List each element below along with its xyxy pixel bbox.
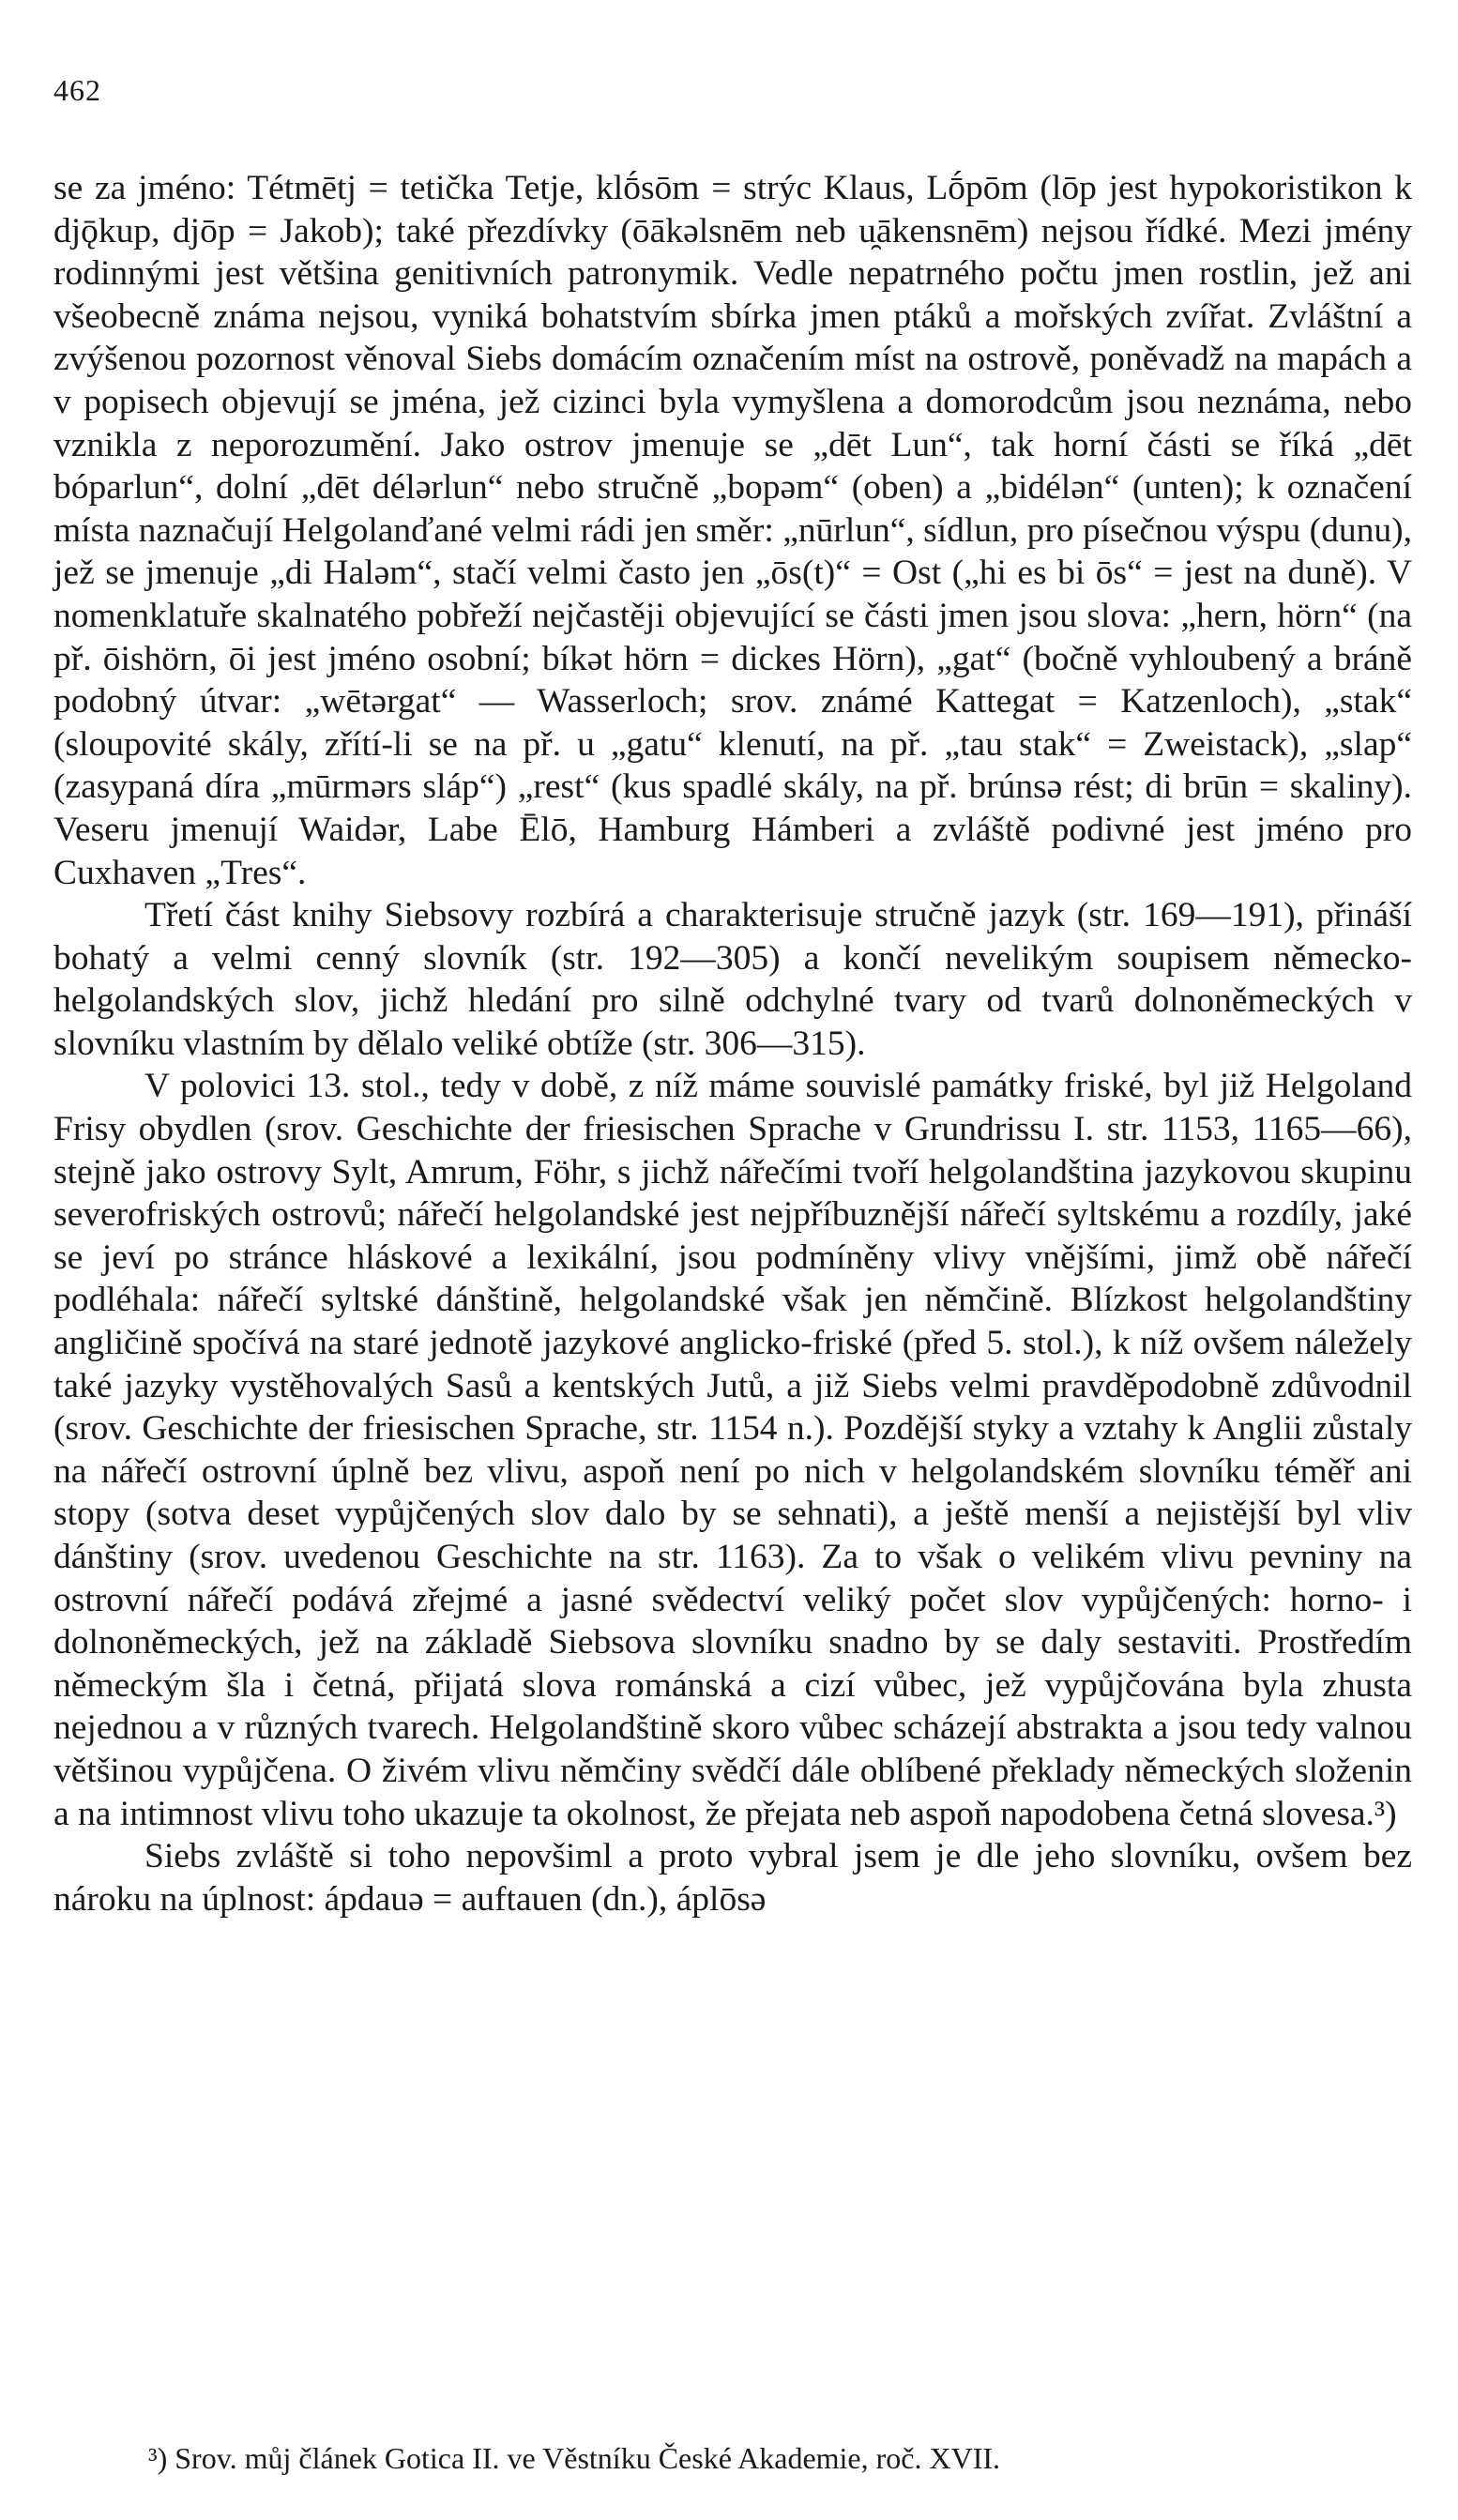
paragraph: Siebs zvláště si toho nepovšiml a proto vybral jsem je dle jeho slovníku, ovšem bez nároku na úplnost: ápdauə = auftauen (dn.), áplōsə: [53, 1837, 1412, 1919]
footnote-text: Srov. můj článek Gotica II. ve Věstníku České Akademie, roč. XVII.: [175, 2441, 1001, 2475]
footnote-marker: ³): [148, 2441, 168, 2475]
paragraph: se za jméno: Tétmētj = tetička Tetje, klṓsōm = strýc Klaus, Lṓpōm (lōp jest hypokoristikon k djǭkup, djōp = Jakob); také přezdívky (ōākəlsnēm neb u̯ākensnēm) nejsou řídké. Mezi jmény rodinnými jest většina genitivních patronymik. Vedle nepatrného počtu jmen rostlin, jež ani všeobecně známa nejsou, vyniká bohatstvím sbírka jmen ptáků a mořských zvířat. Zvláštní a zvýšenou pozornost věnoval Siebs domácím označením míst na ostrově, poněvadž na mapách a v popisech objevují se jména, jež cizinci byla vymyšlena a domorodcům jsou neznáma, nebo vznikla z neporozumění. Jako ostrov jmenuje se „dēt Lun“, tak horní části se říká „dēt bóparlun“, dolní „dēt délərlun“ nebo stručně „bopəm“ (oben) a „bidélən“ (unten); k označení místa naznačují Helgolanďané velmi rádi jen směr: „nūrlun“, sídlun, pro písečnou výspu (dunu), jež se jmenuje „di Haləm“, stačí velmi často jen „ōs(t)“ = Ost („hi es bi ōs“ = jest na duně). V nomenklatuře skalnatého pobřeží nejčastěji objevující se části jmen jsou slova: „hern, hörn“ (na př. ōishörn, ōi jest jméno osobní; bíkət hörn = dickes Hörn), „gat“ (bočně vyhloubený a bráně podobný útvar: „wētərgat“ — Wasserloch; srov. známé Kattegat = Katzenloch), „stak“ (sloupovité skály, zřítí-li se na př. u „gatu“ klenutí, na př. „tau stak“ = Zweistack), „slap“ (zasypaná díra „mūrmərs sláp“) „rest“ (kus spadlé skály, na př. brúnsə rést; di brūn = skaliny). Veseru jmenují Waidər, Labe Ēlō, Hamburg Hámberi a zvláště podivné jest jméno pro Cuxhaven „Tres“.: [53, 169, 1412, 892]
main-text: [53, 167, 1412, 1920]
page-number: 462: [53, 73, 101, 107]
paragraph: V polovici 13. stol., tedy v době, z níž máme souvislé památky friské, byl již Helgoland Frisy obydlen (srov. Geschichte der friesischen Sprache v Grundrissu I. str. 1153, 1165—66), stejně jako ostrovy Sylt, Amrum, Föhr, s jichž nářečími tvoří helgolandština jazykovou skupinu severofriských ostrovů; nářečí helgolandské jest nejpříbuznější nářečí syltskému a rozdíly, jaké se jeví po stránce hláskové a lexikální, jsou podmíněny vlivy vnějšími, jimž obě nářečí podléhala: nářečí syltské dánštině, helgolandské však jen němčině. Blízkost helgolandštiny angličině spočívá na staré jednotě jazykové anglicko-friské (před 5. stol.), k níž ovšem náležely také jazyky vystěhovalých Sasů a kentských Jutů, a již Siebs velmi pravděpodobně zdůvodnil (srov. Geschichte der friesischen Sprache, str. 1154 n.). Pozdější styky a vztahy k Anglii zůstaly na nářečí ostrovní úplně bez vlivu, aspoň není po nich v helgolandském slovníku téměř ani stopy (sotva deset vypůjčených slov dalo by se sehnati), a ještě menší a nejistější byl vliv dánštiny (srov. uvedenou Geschichte na str. 1163). Za to však o velikém vlivu pevniny na ostrovní nářečí podává zřejmé a jasné svědectví veliký počet slov vypůjčených: horno- i dolnoněmeckých, jež na základě Siebsova slovníku snadno by se daly sestaviti. Prostředím německým šla i četná, přijatá slova románská a cizí vůbec, jež vypůjčována byla zhusta nejednou a v různých tvarech. Helgolandštině skoro vůbec scházejí abstrakta a jsou tedy valnou většinou vypůjčena. O živém vlivu němčiny svědčí dále oblíbené překlady německých složenin a na intimnost vlivu toho ukazuje ta okolnost, že přejata neb aspoň napodobena četná slovesa.³): [53, 1067, 1412, 1833]
footnote: [148, 2439, 1424, 2477]
paragraph: Třetí část knihy Siebsovy rozbírá a charakterisuje stručně jazyk (str. 169—191), přináší bohatý a velmi cenný slovník (str. 192—305) a končí nevelikým soupisem německo-helgolandských slov, jichž hledání pro silně odchylné tvary od tvarů dolnoněmeckých v slovníku vlastním by dělalo veliké obtíže (str. 306—315).: [53, 896, 1412, 1063]
